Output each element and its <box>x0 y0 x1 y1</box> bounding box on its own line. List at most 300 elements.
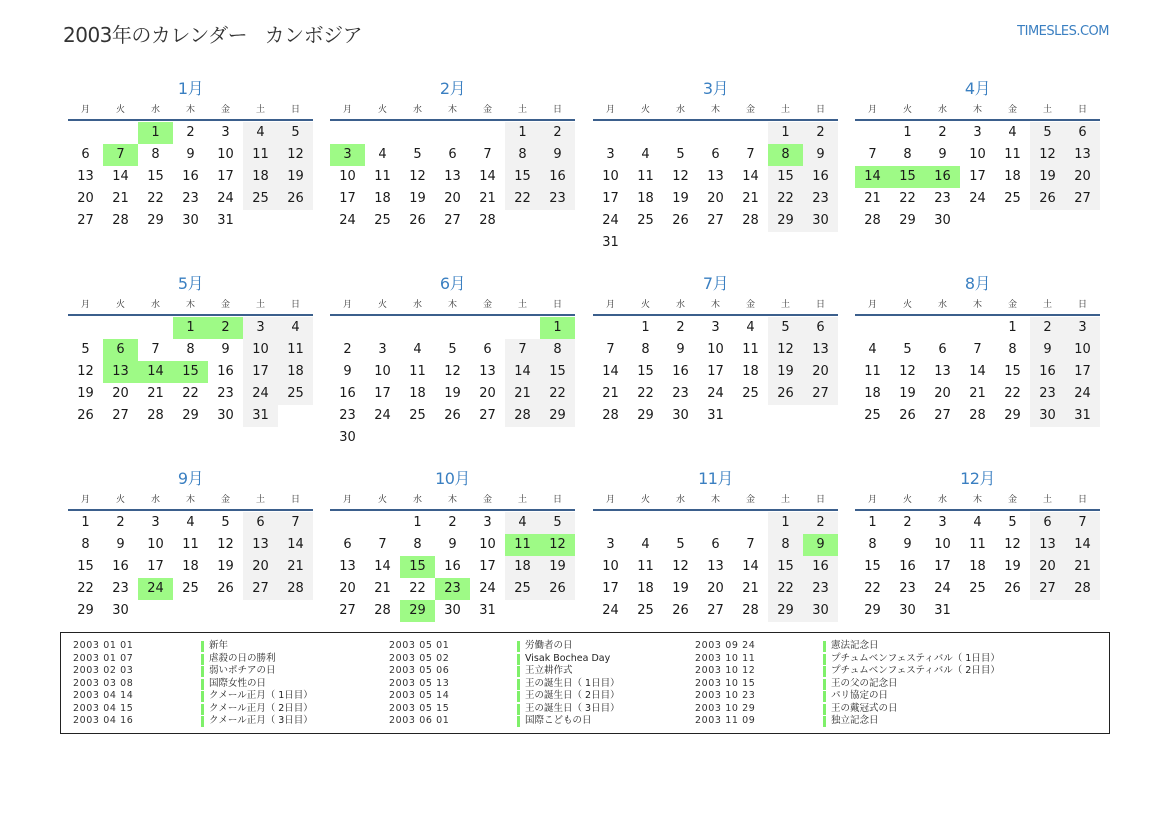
day-cell: 22 <box>637 386 654 401</box>
day-cell: 28 <box>479 213 496 228</box>
weekday-header <box>855 297 1100 311</box>
day-cell: 6 <box>243 512 278 534</box>
holiday-date: 2003 05 02 <box>389 652 450 664</box>
day-cell: 13 <box>803 339 838 361</box>
weekday-label: 日 <box>1077 300 1087 310</box>
month-rule <box>593 314 838 316</box>
day-cell: 26 <box>672 213 689 228</box>
weekday-label: 日 <box>1077 105 1087 115</box>
day-cell: 18 <box>243 166 278 188</box>
day-cell: 8 <box>151 147 160 162</box>
weekday-label: 水 <box>412 495 422 505</box>
day-cell: 5 <box>413 147 422 162</box>
day-cell: 10 <box>147 537 164 552</box>
day-cell: 30 <box>934 213 951 228</box>
weekday-label: 火 <box>902 105 912 115</box>
day-cell: 30 <box>672 408 689 423</box>
day-cell: 20 <box>1065 166 1100 188</box>
weekday-label: 月 <box>342 300 352 310</box>
weekday-label: 火 <box>640 300 650 310</box>
day-cell: 9 <box>116 537 125 552</box>
month-rule <box>855 119 1100 121</box>
day-cell: 12 <box>409 169 426 184</box>
day-cell: 24 <box>969 191 986 206</box>
day-cell: 13 <box>77 169 94 184</box>
day-cell: 28 <box>147 408 164 423</box>
day-cell: 20 <box>479 386 496 401</box>
day-cell: 11 <box>182 537 199 552</box>
month-rule <box>593 119 838 121</box>
month-rule <box>855 314 1100 316</box>
holiday-date: 2003 05 15 <box>389 702 450 714</box>
month-rule <box>330 509 575 511</box>
holiday-marker <box>823 691 826 702</box>
day-cell: 23 <box>934 191 951 206</box>
day-cell: 2 <box>803 512 838 534</box>
weekday-label: 水 <box>675 300 685 310</box>
day-cell: 25 <box>278 383 313 405</box>
day-cell: 16 <box>1030 361 1065 383</box>
day-cell: 24 <box>243 383 278 405</box>
day-cell: 13 <box>243 534 278 556</box>
weekday-label: 木 <box>185 495 195 505</box>
day-cell: 7 <box>746 147 755 162</box>
day-cell: 23 <box>182 191 199 206</box>
month-title: 8月 <box>964 274 991 293</box>
day-cell: 8 <box>540 339 575 361</box>
holiday-name: クメール正月（ 2日目） <box>209 702 313 714</box>
day-cell: 29 <box>864 603 881 618</box>
day-cell: 4 <box>746 320 755 335</box>
day-cell: 8 <box>1008 342 1017 357</box>
day-cell: 10 <box>479 537 496 552</box>
month-title: 6月 <box>439 274 466 293</box>
day-cell: 26 <box>278 188 313 210</box>
day-cell: 20 <box>243 556 278 578</box>
day-cell: 28 <box>742 603 759 618</box>
weekday-header <box>593 492 838 506</box>
day-cell: 6 <box>81 147 90 162</box>
day-cell: 27 <box>707 213 724 228</box>
holiday-date: 2003 05 14 <box>389 690 450 701</box>
day-cell-holiday: 14 <box>138 361 173 383</box>
weekday-label: 水 <box>150 300 160 310</box>
holiday-name: 王の父の記念日 <box>831 677 898 689</box>
holiday-name: プチュムベンフェスティバル（ 2日目） <box>831 665 1000 676</box>
weekday-label: 火 <box>377 105 387 115</box>
day-cell: 31 <box>217 213 234 228</box>
day-cell: 15 <box>77 559 94 574</box>
month-rule <box>68 314 313 316</box>
holiday-name: 弱いポチアの日 <box>209 665 276 676</box>
day-cell: 11 <box>1004 147 1021 162</box>
day-cell: 22 <box>899 191 916 206</box>
holiday-name: 王の戴冠式の日 <box>831 702 898 714</box>
day-cell: 3 <box>606 147 615 162</box>
day-cell: 19 <box>444 386 461 401</box>
day-cell: 7 <box>1065 512 1100 534</box>
day-cell: 29 <box>899 213 916 228</box>
holiday-name: 憲法記念日 <box>831 640 879 651</box>
month-title: 10月 <box>435 469 470 488</box>
day-cell: 30 <box>217 408 234 423</box>
holiday-marker <box>201 691 204 702</box>
day-cell: 19 <box>1004 559 1021 574</box>
day-cell: 29 <box>637 408 654 423</box>
day-cell: 26 <box>1004 581 1021 596</box>
holiday-name: 王の誕生日（ 3日目） <box>525 702 620 714</box>
weekday-label: 火 <box>115 105 125 115</box>
month-title: 11月 <box>698 469 733 488</box>
holiday-marker <box>201 666 204 677</box>
site-link[interactable]: TIMESLES.COM <box>1017 24 1109 39</box>
weekday-label: 土 <box>780 105 790 115</box>
holiday-marker <box>201 654 204 665</box>
day-cell: 2 <box>343 342 352 357</box>
holiday-date: 2003 05 06 <box>389 665 450 676</box>
day-cell: 26 <box>217 581 234 596</box>
day-cell: 9 <box>540 144 575 166</box>
holiday-name: 虐殺の日の勝利 <box>209 652 276 664</box>
weekday-header <box>330 492 575 506</box>
day-cell: 24 <box>602 603 619 618</box>
day-cell-holiday: 1 <box>138 122 173 144</box>
day-cell: 4 <box>641 537 650 552</box>
holiday-list <box>60 632 1110 734</box>
day-cell-holiday: 3 <box>330 144 365 166</box>
holiday-marker <box>823 641 826 652</box>
day-cell: 25 <box>637 603 654 618</box>
day-cell: 11 <box>637 559 654 574</box>
day-cell: 27 <box>243 578 278 600</box>
weekday-header <box>855 492 1100 506</box>
day-cell: 12 <box>1030 144 1065 166</box>
day-cell: 7 <box>483 147 492 162</box>
month-title: 4月 <box>964 79 991 98</box>
day-cell-holiday: 15 <box>400 556 435 578</box>
holiday-date: 2003 05 01 <box>389 640 450 651</box>
day-cell: 9 <box>676 342 685 357</box>
day-cell: 11 <box>374 169 391 184</box>
day-cell: 12 <box>672 559 689 574</box>
day-cell: 12 <box>444 364 461 379</box>
day-cell: 2 <box>803 122 838 144</box>
day-cell: 20 <box>1030 556 1065 578</box>
day-cell: 29 <box>1004 408 1021 423</box>
day-cell: 3 <box>1065 317 1100 339</box>
holiday-name: Visak Bochea Day <box>525 652 611 664</box>
holiday-date: 2003 09 24 <box>695 640 756 651</box>
holiday-marker <box>517 691 520 702</box>
day-cell: 19 <box>1030 166 1065 188</box>
holiday-marker <box>517 704 520 715</box>
day-cell: 11 <box>637 169 654 184</box>
weekday-label: 水 <box>150 495 160 505</box>
month-rule <box>68 119 313 121</box>
day-cell: 2 <box>1030 317 1065 339</box>
day-cell: 20 <box>444 191 461 206</box>
weekday-label: 土 <box>255 300 265 310</box>
weekday-header <box>68 297 313 311</box>
day-cell: 14 <box>278 534 313 556</box>
day-cell: 3 <box>938 515 947 530</box>
holiday-date: 2003 10 11 <box>695 652 756 664</box>
month-title: 9月 <box>177 469 204 488</box>
day-cell: 21 <box>147 386 164 401</box>
day-cell: 5 <box>1008 515 1017 530</box>
day-cell: 12 <box>217 537 234 552</box>
day-cell: 29 <box>768 600 803 622</box>
month-title: 3月 <box>702 79 729 98</box>
weekday-label: 月 <box>80 495 90 505</box>
weekday-label: 木 <box>447 300 457 310</box>
day-cell: 9 <box>1030 339 1065 361</box>
weekday-label: 日 <box>815 105 825 115</box>
day-cell: 6 <box>343 537 352 552</box>
day-cell: 24 <box>707 386 724 401</box>
month-title: 12月 <box>960 469 995 488</box>
day-cell: 3 <box>606 537 615 552</box>
holiday-marker <box>517 654 520 665</box>
day-cell: 1 <box>413 515 422 530</box>
day-cell: 2 <box>938 125 947 140</box>
day-cell-holiday: 15 <box>173 361 208 383</box>
day-cell: 3 <box>243 317 278 339</box>
weekday-header <box>593 102 838 116</box>
weekday-label: 月 <box>80 105 90 115</box>
day-cell: 4 <box>973 515 982 530</box>
day-cell: 10 <box>1065 339 1100 361</box>
day-cell: 28 <box>864 213 881 228</box>
month-title: 1月 <box>177 79 204 98</box>
holiday-date: 2003 02 03 <box>73 665 134 676</box>
day-cell: 10 <box>374 364 391 379</box>
day-cell: 6 <box>711 147 720 162</box>
month-title: 7月 <box>702 274 729 293</box>
day-cell: 30 <box>112 603 129 618</box>
day-cell: 18 <box>637 191 654 206</box>
day-cell: 7 <box>505 339 540 361</box>
day-cell: 13 <box>1065 144 1100 166</box>
day-cell: 4 <box>413 342 422 357</box>
day-cell: 16 <box>899 559 916 574</box>
day-cell: 18 <box>969 559 986 574</box>
day-cell: 21 <box>505 383 540 405</box>
day-cell: 22 <box>1004 386 1021 401</box>
weekday-label: 金 <box>745 495 755 505</box>
weekday-label: 月 <box>867 495 877 505</box>
day-cell: 20 <box>707 191 724 206</box>
day-cell: 4 <box>278 317 313 339</box>
day-cell: 14 <box>505 361 540 383</box>
day-cell: 10 <box>602 169 619 184</box>
weekday-label: 火 <box>640 105 650 115</box>
day-cell: 21 <box>742 191 759 206</box>
day-cell-holiday: 23 <box>435 578 470 600</box>
day-cell: 5 <box>81 342 90 357</box>
day-cell: 19 <box>409 191 426 206</box>
day-cell: 4 <box>868 342 877 357</box>
day-cell: 19 <box>217 559 234 574</box>
day-cell: 26 <box>77 408 94 423</box>
day-cell: 13 <box>707 169 724 184</box>
day-cell: 22 <box>505 188 540 210</box>
day-cell: 5 <box>278 122 313 144</box>
weekday-label: 木 <box>447 495 457 505</box>
day-cell: 5 <box>676 147 685 162</box>
holiday-marker <box>517 679 520 690</box>
day-cell: 17 <box>374 386 391 401</box>
day-cell-holiday: 1 <box>540 317 575 339</box>
day-cell: 30 <box>803 210 838 232</box>
day-cell: 25 <box>243 188 278 210</box>
weekday-label: 日 <box>815 495 825 505</box>
day-cell: 16 <box>672 364 689 379</box>
day-cell: 1 <box>903 125 912 140</box>
day-cell: 21 <box>112 191 129 206</box>
weekday-label: 木 <box>710 495 720 505</box>
weekday-label: 火 <box>115 300 125 310</box>
day-cell: 28 <box>505 405 540 427</box>
day-cell: 17 <box>707 364 724 379</box>
day-cell: 14 <box>374 559 391 574</box>
holiday-date: 2003 05 13 <box>389 677 450 689</box>
weekday-label: 土 <box>1042 105 1052 115</box>
day-cell: 19 <box>540 556 575 578</box>
day-cell: 15 <box>768 166 803 188</box>
weekday-label: 金 <box>482 105 492 115</box>
day-cell: 19 <box>672 581 689 596</box>
day-cell: 1 <box>81 515 90 530</box>
day-cell: 13 <box>444 169 461 184</box>
day-cell: 28 <box>742 213 759 228</box>
day-cell: 10 <box>707 342 724 357</box>
day-cell: 30 <box>803 600 838 622</box>
holiday-date: 2003 04 14 <box>73 690 134 701</box>
day-cell: 31 <box>243 405 278 427</box>
day-cell: 1 <box>641 320 650 335</box>
weekday-label: 金 <box>745 300 755 310</box>
day-cell: 28 <box>602 408 619 423</box>
day-cell-holiday: 16 <box>925 166 960 188</box>
day-cell: 24 <box>602 213 619 228</box>
day-cell: 25 <box>742 386 759 401</box>
day-cell: 8 <box>868 537 877 552</box>
day-cell: 28 <box>1065 578 1100 600</box>
weekday-header <box>68 492 313 506</box>
holiday-name: 国際女性の日 <box>209 677 267 689</box>
day-cell-holiday: 12 <box>540 534 575 556</box>
day-cell: 13 <box>1030 534 1065 556</box>
day-cell: 26 <box>899 408 916 423</box>
weekday-label: 土 <box>517 495 527 505</box>
day-cell: 26 <box>672 603 689 618</box>
day-cell: 5 <box>768 317 803 339</box>
weekday-label: 火 <box>902 300 912 310</box>
holiday-name: 独立記念日 <box>831 715 879 726</box>
day-cell: 28 <box>969 408 986 423</box>
day-cell: 13 <box>707 559 724 574</box>
day-cell: 12 <box>77 364 94 379</box>
weekday-label: 金 <box>482 300 492 310</box>
day-cell: 20 <box>339 581 356 596</box>
day-cell-holiday: 13 <box>103 361 138 383</box>
weekday-label: 日 <box>552 300 562 310</box>
day-cell: 15 <box>1004 364 1021 379</box>
day-cell: 12 <box>899 364 916 379</box>
day-cell: 22 <box>768 578 803 600</box>
day-cell: 1 <box>768 122 803 144</box>
month-rule <box>330 314 575 316</box>
day-cell: 6 <box>1065 122 1100 144</box>
weekday-label: 月 <box>342 105 352 115</box>
day-cell: 3 <box>378 342 387 357</box>
holiday-marker <box>517 641 520 652</box>
day-cell: 15 <box>637 364 654 379</box>
weekday-label: 土 <box>780 495 790 505</box>
weekday-label: 日 <box>552 495 562 505</box>
day-cell: 25 <box>505 578 540 600</box>
day-cell: 14 <box>742 559 759 574</box>
day-cell: 23 <box>899 581 916 596</box>
day-cell: 9 <box>186 147 195 162</box>
month-title: 5月 <box>177 274 204 293</box>
weekday-label: 木 <box>710 105 720 115</box>
day-cell: 24 <box>374 408 391 423</box>
day-cell: 18 <box>278 361 313 383</box>
day-cell: 31 <box>602 235 619 250</box>
day-cell: 22 <box>77 581 94 596</box>
day-cell: 8 <box>641 342 650 357</box>
day-cell: 25 <box>1004 191 1021 206</box>
holiday-date: 2003 06 01 <box>389 715 450 726</box>
weekday-header <box>330 297 575 311</box>
day-cell: 4 <box>243 122 278 144</box>
day-cell: 19 <box>672 191 689 206</box>
day-cell: 27 <box>77 213 94 228</box>
day-cell: 12 <box>672 169 689 184</box>
day-cell: 7 <box>606 342 615 357</box>
day-cell: 9 <box>448 537 457 552</box>
day-cell: 17 <box>969 169 986 184</box>
day-cell: 27 <box>339 603 356 618</box>
day-cell: 22 <box>864 581 881 596</box>
weekday-header <box>593 297 838 311</box>
day-cell: 7 <box>868 147 877 162</box>
day-cell: 3 <box>973 125 982 140</box>
holiday-name: パリ協定の日 <box>831 690 889 701</box>
day-cell-holiday: 1 <box>173 317 208 339</box>
day-cell-holiday: 6 <box>103 339 138 361</box>
day-cell: 7 <box>151 342 160 357</box>
day-cell: 10 <box>243 339 278 361</box>
day-cell: 30 <box>1030 405 1065 427</box>
day-cell: 16 <box>803 166 838 188</box>
day-cell: 29 <box>540 405 575 427</box>
day-cell: 11 <box>243 144 278 166</box>
day-cell: 2 <box>448 515 457 530</box>
day-cell: 25 <box>182 581 199 596</box>
holiday-name: クメール正月（ 1日目） <box>209 690 313 701</box>
day-cell: 17 <box>339 191 356 206</box>
holiday-name: 王の誕生日（ 1日目） <box>525 677 620 689</box>
month-rule <box>68 509 313 511</box>
day-cell: 8 <box>81 537 90 552</box>
weekday-label: 金 <box>220 300 230 310</box>
day-cell: 9 <box>903 537 912 552</box>
page-title: 2003年のカレンダー カンボジア <box>63 23 363 47</box>
day-cell: 13 <box>339 559 356 574</box>
